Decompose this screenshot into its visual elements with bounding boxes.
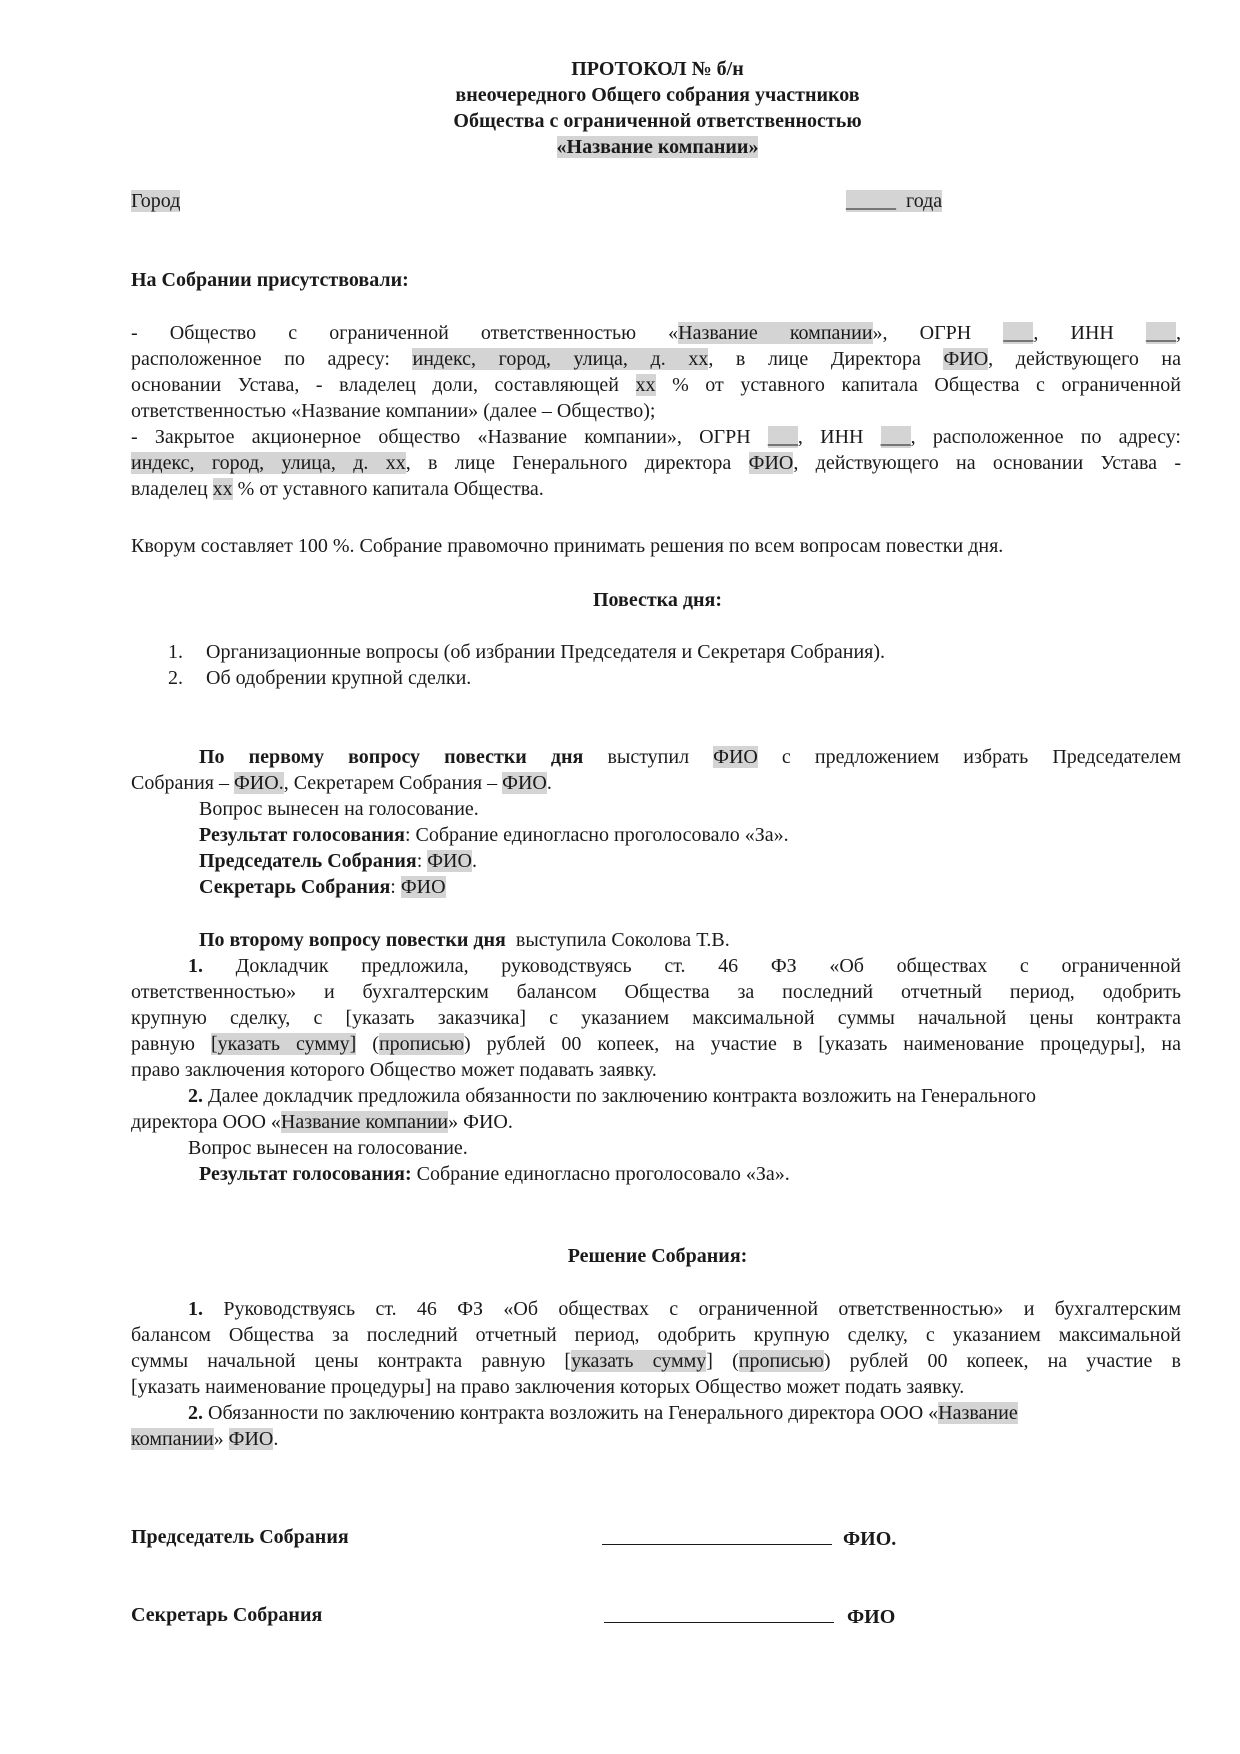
question-2-result: Результат голосования: Собрание единогласно проголосовало «За».: [199, 1163, 790, 1185]
title-line-2: внеочередного Общего собрания участников: [455, 84, 860, 106]
question-2-section: [131, 927, 1181, 1187]
attendee-1-line-2: расположенное по адресу: индекс, город, улица, д. хх, в лице Директора ФИО, действующего на: [131, 348, 1182, 370]
attendees-paragraph: [131, 320, 1181, 502]
attendees-heading: На Собрании присутствовали:: [131, 269, 409, 291]
question-1-line-1: По первому вопросу повестки дня выступил ФИО с предложением избрать Председателем: [199, 746, 1181, 768]
question-2-item-2-line-1: 2. Далее докладчик предложила обязанности по заключению контракта возложить на Генерального: [188, 1085, 1036, 1107]
agenda-item: 2. Об одобрении крупной сделки.: [168, 667, 472, 689]
signature-secretary-label: Секретарь Собрания: [131, 1604, 323, 1626]
question-1-vote-put: Вопрос вынесен на голосование.: [199, 798, 479, 820]
question-2-item-1-line-5: право заключения которого Общество может подавать заявку.: [131, 1059, 657, 1081]
attendee-1-line-4: ответственностью «Название компании» (далее – Общество);: [131, 400, 656, 422]
agenda-item: 1. Организационные вопросы (об избрании Председателя и Секретаря Собрания).: [168, 641, 886, 663]
question-2-item-1-line-4: равную [указать сумму] (прописью) рублей 00 копеек, на участие в [указать наименование процедуры], на: [131, 1033, 1181, 1055]
attendee-1-line-1: - Общество с ограниченной ответственностью «Название компании», ОГРН ___, ИНН ___,: [131, 322, 1181, 344]
question-1-line-2: Собрания – ФИО., Секретарем Собрания – ФИО.: [131, 772, 552, 794]
decision-1-line-1: 1. Руководствуясь ст. 46 ФЗ «Об обществах с ограниченной ответственностью» и бухгалтерским: [188, 1298, 1181, 1320]
question-1-result: Результат голосования: Собрание единогласно проголосовало «За».: [199, 824, 789, 846]
decision-heading: Решение Собрания:: [567, 1245, 748, 1267]
title-line-4: [0, 134, 1240, 160]
question-2-vote-put: Вопрос вынесен на голосование.: [188, 1137, 468, 1159]
question-2-item-1-line-3: крупную сделку, с [указать заказчика] с указанием максимальной суммы начальной цены контракта: [131, 1007, 1181, 1029]
decision-1-line-3: суммы начальной цены контракта равную [указать сумму] (прописью) рублей 00 копеек, на участие в: [131, 1350, 1181, 1372]
attendee-1-line-3: основании Устава, - владелец доли, составляющей хх % от уставного капитала Общества с ограниченной: [131, 374, 1181, 396]
question-1-chair: Председатель Собрания: ФИО.: [199, 850, 477, 872]
question-1-secretary: Секретарь Собрания: ФИО: [199, 876, 446, 898]
secretary-signature-blank: [604, 1600, 834, 1623]
decision-1-line-4: [указать наименование процедуры] на право заключения которых Общество может подать заявку.: [131, 1376, 965, 1398]
company-name-placeholder: «Название компании»: [556, 136, 759, 158]
secretary-fio: ФИО: [847, 1606, 896, 1628]
question-1-section: [131, 744, 1181, 900]
attendee-2-line-3: владелец хх % от уставного капитала Общества.: [131, 478, 544, 500]
agenda-list: [168, 639, 885, 691]
chair-signature-blank: [602, 1522, 832, 1545]
title-line-1: ПРОТОКОЛ № б/н: [571, 58, 744, 80]
question-2-lead: По второму вопросу повестки дня выступила Соколова Т.В.: [199, 929, 730, 951]
title-line-3: Общества с ограниченной ответственностью: [453, 110, 862, 132]
attendee-2-line-1: - Закрытое акционерное общество «Название компании», ОГРН ___, ИНН ___, расположенное по адресу:: [131, 426, 1181, 448]
decision-section: [131, 1296, 1181, 1452]
signature-chair-line: [602, 1522, 896, 1552]
decision-2-line-2: компании» ФИО.: [131, 1428, 279, 1450]
city-placeholder: Город: [131, 190, 181, 212]
document-title: [0, 56, 1240, 160]
chair-fio: ФИО.: [843, 1528, 897, 1550]
agenda-heading: Повестка дня:: [592, 589, 723, 611]
quorum-text: Кворум составляет 100 %. Собрание правомочно принимать решения по всем вопросам повестки дня.: [131, 535, 1004, 557]
decision-2-line-1: 2. Обязанности по заключению контракта возложить на Генерального директора ООО «Название: [188, 1402, 1018, 1424]
date-placeholder: _____ года: [846, 190, 943, 212]
decision-1-line-2: балансом Общества за последний отчетный период, одобрить крупную сделку, с указанием максимальной: [131, 1324, 1181, 1346]
question-2-item-1-line-1: 1. Докладчик предложила, руководствуясь ст. 46 ФЗ «Об обществах с ограниченной: [188, 955, 1181, 977]
signature-chair-label: Председатель Собрания: [131, 1526, 349, 1548]
question-2-item-1-line-2: ответственностью» и бухгалтерским балансом Общества за последний отчетный период, одобрить: [131, 981, 1181, 1003]
attendee-2-line-2: индекс, город, улица, д. хх, в лице Генерального директора ФИО, действующего на основании Устава -: [131, 452, 1182, 474]
question-2-item-2-line-2: директора ООО «Название компании» ФИО.: [131, 1111, 513, 1133]
signature-secretary-line: [604, 1600, 895, 1630]
